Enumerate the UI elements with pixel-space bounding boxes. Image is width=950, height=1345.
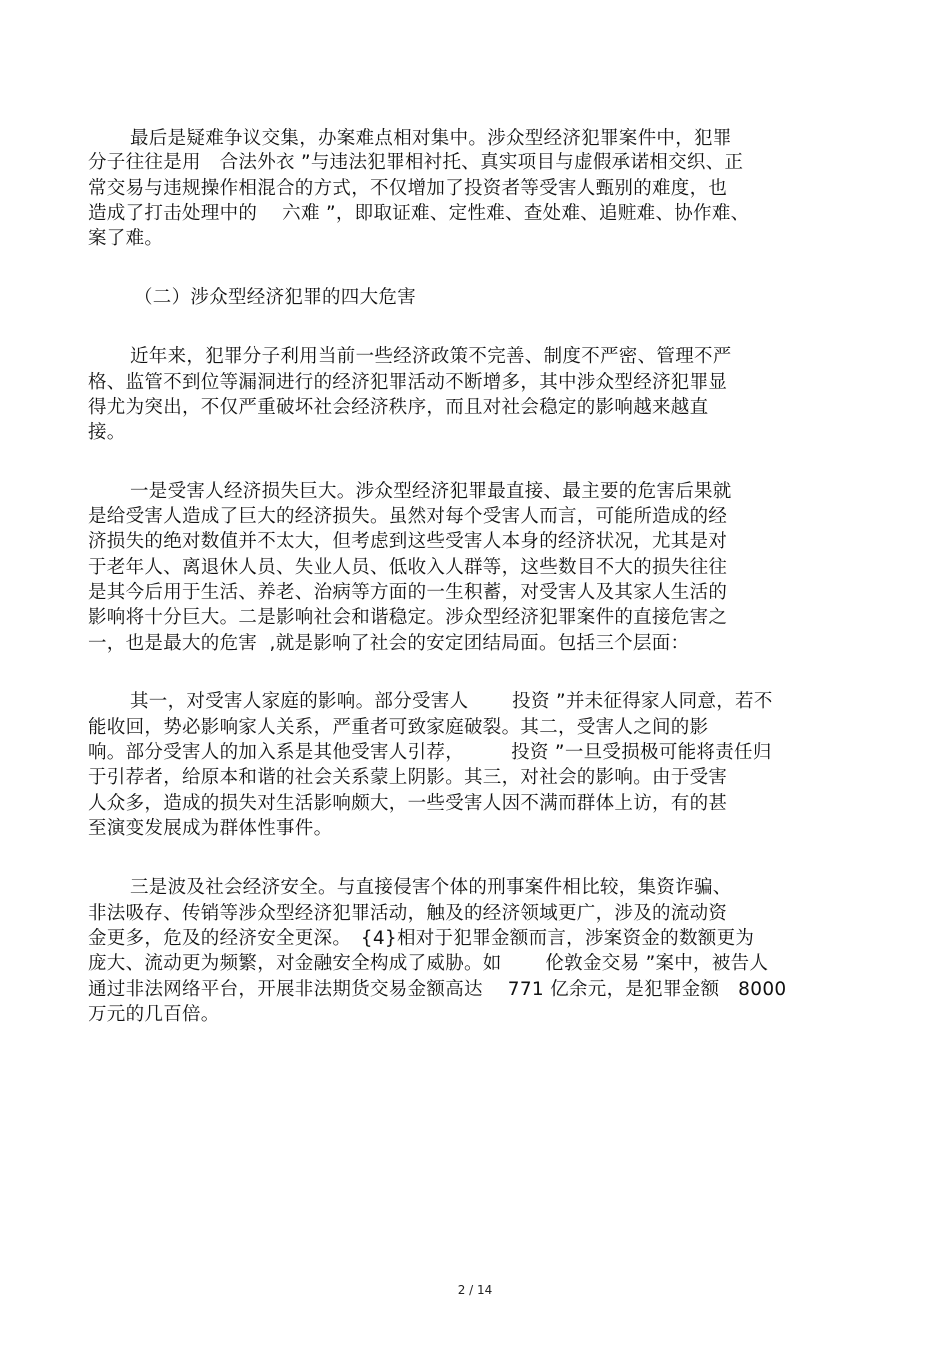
- text-line: 接。: [88, 422, 126, 443]
- text-line: 人众多，造成的损失对生活影响颇大，一些受害人因不满而群体上访，有的甚: [88, 793, 728, 814]
- text-line: 得尤为突出，不仅严重破坏社会经济秩序，而且对社会稳定的影响越来越直: [88, 397, 709, 418]
- text-line: 影响将十分巨大。二是影响社会和谐稳定。涉众型经济犯罪案件的直接危害之: [88, 607, 728, 628]
- text-line: 庞大、流动更为频繁，对金融安全构成了威胁。如 伦敦金交易 ”案中，被告人: [88, 953, 769, 974]
- text-line: 通过非法网络平台，开展非法期货交易金额高达 771 亿余元，是犯罪金额 8000: [88, 979, 787, 1000]
- text-line: 一是受害人经济损失巨大。涉众型经济犯罪最直接、最主要的危害后果就: [130, 481, 732, 502]
- text-line: 近年来，犯罪分子利用当前一些经济政策不完善、制度不严密、管理不严: [130, 346, 732, 367]
- text-line: 是给受害人造成了巨大的经济损失。虽然对每个受害人而言，可能所造成的经: [88, 506, 728, 527]
- text-line: 非法吸存、传销等涉众型经济犯罪活动，触及的经济领域更广，涉及的流动资: [88, 903, 728, 924]
- text-line: 三是波及社会经济安全。与直接侵害个体的刑事案件相比较，集资诈骗、: [130, 877, 732, 898]
- text-line: 能收回，势必影响家人关系，严重者可致家庭破裂。其二，受害人之间的影: [88, 717, 709, 738]
- text-line: 其一，对受害人家庭的影响。部分受害人 投资 ”并未征得家人同意，若不: [130, 691, 773, 712]
- text-line: 于老年人、离退休人员、失业人员、低收入人群等，这些数目不大的损失往往: [88, 557, 728, 578]
- text-line: 常交易与违规操作相混合的方式，不仅增加了投资者等受害人甄别的难度，也: [88, 178, 728, 199]
- text-line: 于引荐者，给原本和谐的社会关系蒙上阴影。其三，对社会的影响。由于受害: [88, 767, 728, 788]
- text-line: 至演变发展成为群体性事件。: [88, 818, 333, 839]
- text-line: 济损失的绝对数值并不太大，但考虑到这些受害人本身的经济状况，尤其是对: [88, 531, 728, 552]
- text-line: 分子往往是用 合法外衣 ”与违法犯罪相衬托、真实项目与虚假承诺相交织、正: [88, 152, 744, 173]
- text-line: （二）涉众型经济犯罪的四大危害: [134, 287, 417, 308]
- page-number: 2 / 14: [457, 1283, 493, 1297]
- text-line: 一，也是最大的危害 ,就是影响了社会的安定团结局面。包括三个层面：: [88, 633, 690, 654]
- text-line: 是其今后用于生活、养老、治病等方面的一生积蓄，对受害人及其家人生活的: [88, 582, 728, 603]
- text-line: 案了难。: [88, 228, 164, 249]
- text-line: 金更多，危及的经济安全更深。 {4}相对于犯罪金额而言，涉案资金的数额更为: [88, 928, 755, 949]
- text-line: 造成了打击处理中的 六难 ”，即取证难、定性难、查处难、追赃难、协作难、: [88, 203, 750, 224]
- text-line: 最后是疑难争议交集，办案难点相对集中。涉众型经济犯罪案件中，犯罪: [130, 128, 732, 149]
- text-line: 响。部分受害人的加入系是其他受害人引荐， 投资 ”一旦受损极可能将责任归: [88, 742, 772, 763]
- text-line: 格、监管不到位等漏洞进行的经济犯罪活动不断增多，其中涉众型经济犯罪显: [88, 372, 728, 393]
- text-line: 万元的几百倍。: [88, 1004, 220, 1025]
